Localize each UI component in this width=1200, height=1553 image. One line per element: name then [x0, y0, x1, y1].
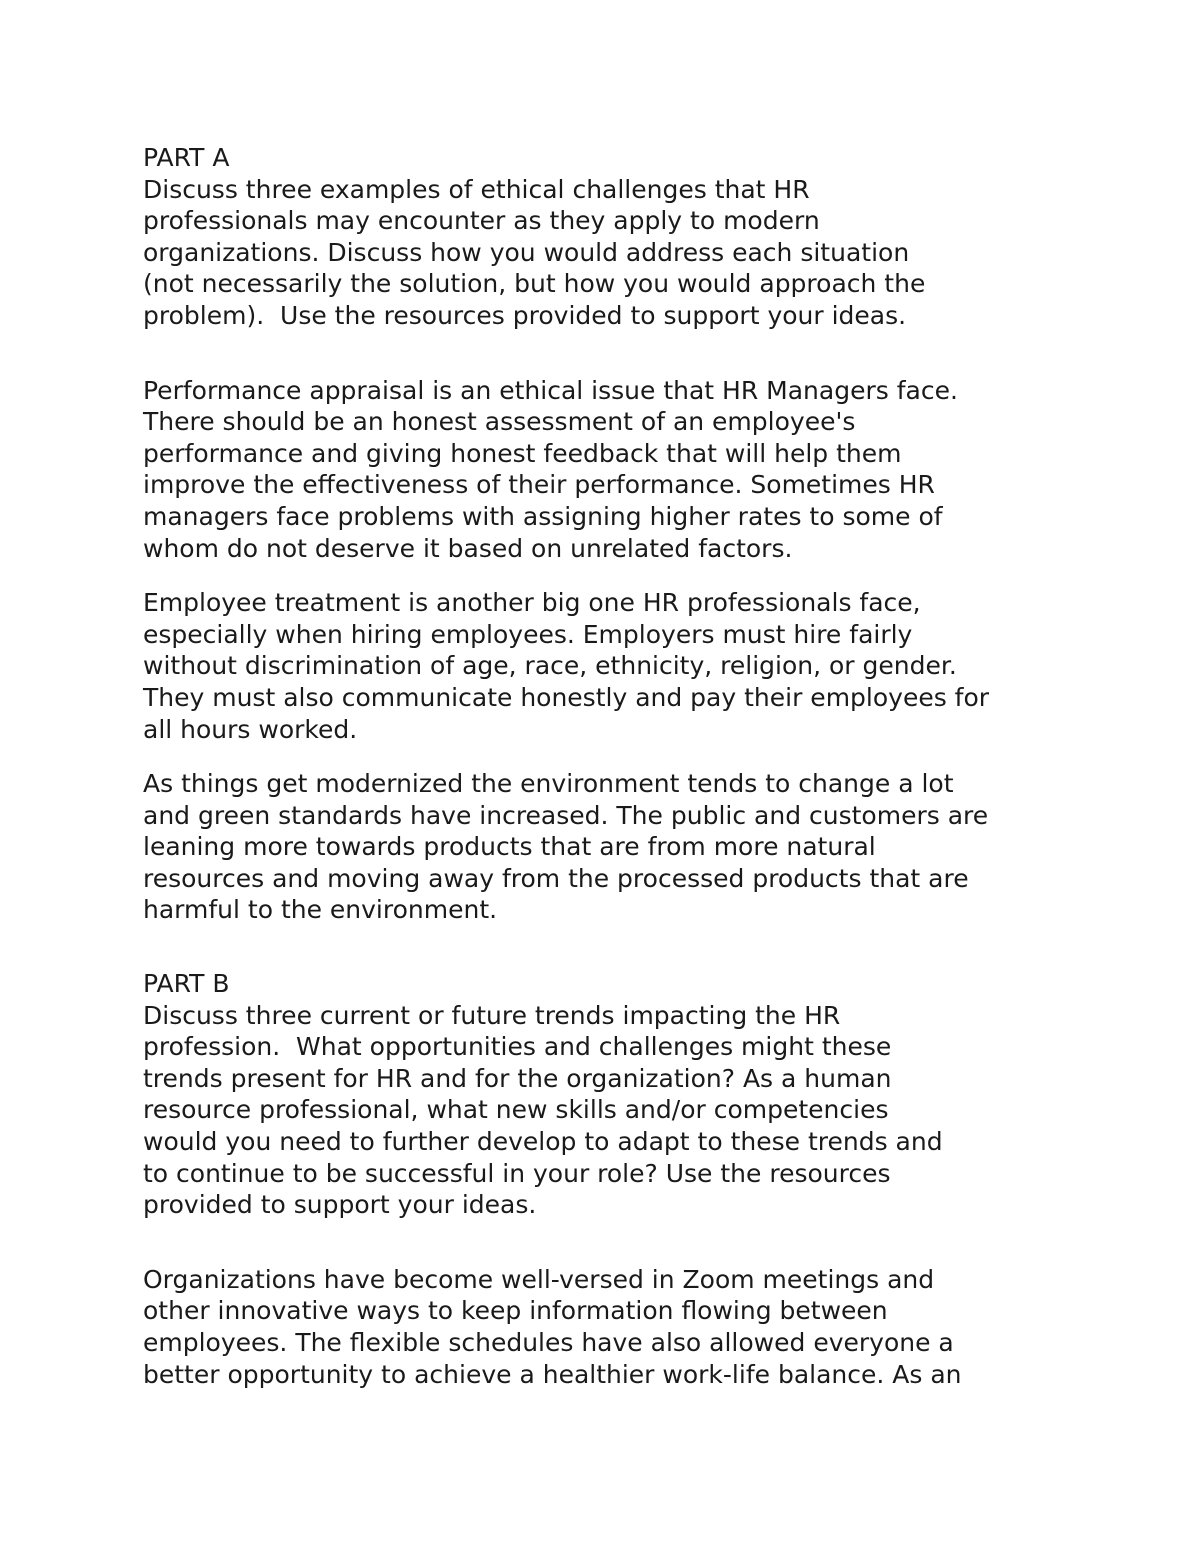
part-a-heading: PART A	[143, 143, 230, 172]
paragraph-line: employees. The flexible schedules have also allowed everyone a	[143, 1328, 954, 1357]
answer-paragraph-performance-appraisal	[143, 375, 1073, 565]
paragraph-line: Organizations have become well-versed in Zoom meetings and	[143, 1264, 935, 1294]
prompt-line: organizations. Discuss how you would address each situation	[143, 237, 910, 267]
prompt-line: trends present for HR and for the organization? As a human	[143, 1063, 892, 1093]
prompt-line: resource professional, what new skills and/or competencies	[143, 1095, 889, 1125]
part-a-prompt	[143, 174, 1073, 332]
answer-paragraph-remote-work	[143, 1264, 1073, 1390]
paragraph-line: whom do not deserve it based on unrelated factors.	[143, 533, 793, 563]
paragraph-line: They must also communicate honestly and pay their employees for	[143, 682, 990, 712]
answer-paragraph-environment	[143, 768, 1073, 926]
part-b-section	[143, 968, 1073, 1390]
prompt-line: Discuss three current or future trends impacting the HR	[143, 1000, 841, 1030]
answer-paragraph-employee-treatment	[143, 587, 1073, 745]
paragraph-line: performance and giving honest feedback that will help them	[143, 438, 902, 468]
prompt-line: profession. What opportunities and challenges might these	[143, 1032, 892, 1062]
prompt-line: to continue to be successful in your role? Use the resources	[143, 1158, 891, 1188]
prompt-line: professionals may encounter as they apply to modern	[143, 206, 820, 236]
paragraph-line: harmful to the environment.	[143, 895, 498, 925]
document-body	[143, 142, 1073, 1390]
prompt-line: provided to support your ideas.	[143, 1190, 537, 1220]
prompt-line: Discuss three examples of ethical challenges that HR	[143, 174, 810, 204]
prompt-line: problem). Use the resources provided to support your ideas.	[143, 300, 907, 330]
paragraph-line: leaning more towards products that are from more natural	[143, 832, 876, 862]
paragraph-line: better opportunity to achieve a healthier work-life balance. As an	[143, 1359, 962, 1389]
paragraph-line: and green standards have increased. The public and customers are	[143, 800, 989, 830]
prompt-line: (not necessarily the solution, but how you would approach the	[143, 269, 926, 299]
part-b-prompt	[143, 1000, 1073, 1221]
paragraph-line: other innovative ways to keep information flowing between	[143, 1296, 888, 1326]
prompt-line: would you need to further develop to adapt to these trends and	[143, 1127, 943, 1157]
part-a-section	[143, 142, 1073, 926]
paragraph-line: There should be an honest assessment of an employee's	[143, 407, 856, 437]
paragraph-line: Employee treatment is another big one HR professionals face,	[143, 588, 921, 618]
paragraph-line: As things get modernized the environment tends to change a lot	[143, 769, 954, 799]
paragraph-line: improve the effectiveness of their performance. Sometimes HR	[143, 470, 935, 500]
paragraph-line: especially when hiring employees. Employers must hire fairly	[143, 619, 913, 649]
paragraph-line: Performance appraisal is an ethical issue that HR Managers face.	[143, 375, 958, 405]
part-b-heading: PART B	[143, 969, 230, 999]
paragraph-line: resources and moving away from the processed products that are	[143, 863, 969, 893]
paragraph-line: managers face problems with assigning higher rates to some of	[143, 501, 943, 531]
paragraph-line: without discrimination of age, race, ethnicity, religion, or gender.	[143, 651, 957, 681]
paragraph-line: all hours worked.	[143, 714, 358, 744]
